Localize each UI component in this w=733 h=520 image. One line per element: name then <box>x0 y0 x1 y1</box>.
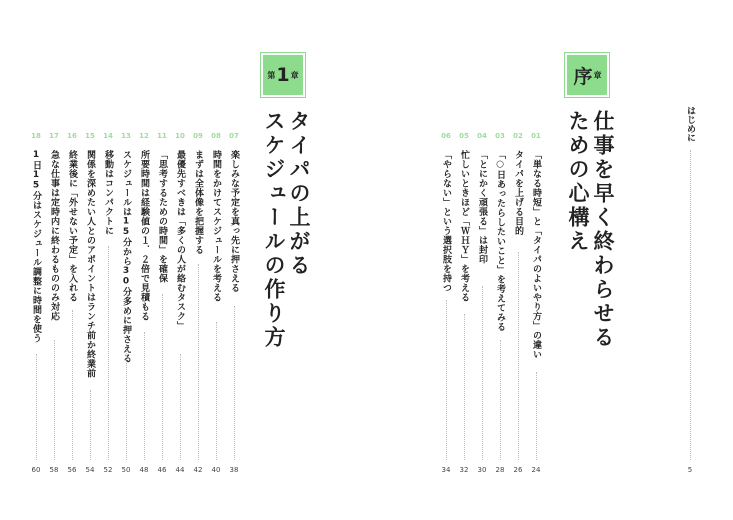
item-number: 13 <box>121 132 131 140</box>
item-leader <box>500 340 501 460</box>
prologue-title-line1: 仕事を早く終わらせる <box>591 110 615 350</box>
item-leader <box>90 390 91 460</box>
chapter1-badge <box>260 52 306 98</box>
intro-label[interactable]: はじめに <box>685 106 695 142</box>
item-title[interactable]: 最優先すべきは「多くの人が絡むタスク」 <box>175 150 185 331</box>
item-title[interactable]: 忙しいときほど「ＷＨＹ」を考える <box>459 150 469 302</box>
item-number: 06 <box>441 132 451 140</box>
chapter1-badge-prefix: 第 <box>267 70 276 80</box>
item-leader <box>464 314 465 460</box>
item-leader <box>54 340 55 460</box>
item-title[interactable]: 「○日あったらしたいこと」を考えてみる <box>495 150 505 332</box>
item-page: 58 <box>49 466 59 474</box>
chapter1-title-line1: タイパの上がる <box>287 110 311 278</box>
item-page: 32 <box>459 466 469 474</box>
item-number: 07 <box>229 132 239 140</box>
item-leader <box>446 300 447 460</box>
item-number: 03 <box>495 132 505 140</box>
prologue-badge <box>564 52 610 98</box>
item-leader <box>482 286 483 460</box>
item-leader <box>536 372 537 460</box>
item-page: 34 <box>441 466 451 474</box>
item-number: 14 <box>103 132 113 140</box>
item-title[interactable]: まずは全体像を把握する <box>193 150 203 255</box>
item-page: 42 <box>193 466 203 474</box>
item-page: 28 <box>495 466 505 474</box>
item-page: 24 <box>531 466 541 474</box>
item-leader <box>198 264 199 460</box>
item-page: 30 <box>477 466 487 474</box>
item-leader <box>162 294 163 460</box>
item-number: 12 <box>139 132 149 140</box>
item-number: 18 <box>31 132 41 140</box>
item-title[interactable]: 急な仕事は定時内に終わるもののみ対応 <box>49 150 59 321</box>
item-leader <box>518 252 519 460</box>
item-title[interactable]: 「思考するための時間」を確保 <box>157 150 167 283</box>
item-title[interactable]: 終業後に「外せない予定」を入れる <box>67 150 77 302</box>
item-number: 04 <box>477 132 487 140</box>
item-number: 11 <box>157 132 167 140</box>
item-page: 44 <box>175 466 185 474</box>
item-leader <box>216 322 217 460</box>
item-title[interactable]: 所要時間は経験値の１．２倍で見積もる <box>139 150 149 321</box>
item-page: 60 <box>31 466 41 474</box>
item-title[interactable]: 時間をかけてスケジュールを考える <box>211 150 221 302</box>
item-page: 46 <box>157 466 167 474</box>
item-title[interactable]: スケジュールは15分から30分多めに押さえる <box>121 150 131 363</box>
item-leader <box>72 310 73 460</box>
item-number: 16 <box>67 132 77 140</box>
item-title[interactable]: 関係を深めたい人とのアポイントはランチ前か終業前 <box>85 150 95 378</box>
item-page: 56 <box>67 466 77 474</box>
chapter1-badge-main: 1 <box>276 64 290 86</box>
item-title[interactable]: タイパを上げる目的 <box>513 150 523 236</box>
item-title[interactable]: 楽しみな予定を真っ先に押さえる <box>229 150 239 293</box>
item-number: 09 <box>193 132 203 140</box>
item-title[interactable]: 1日15分はスケジュール調整に時間を使う <box>31 150 41 343</box>
item-number: 15 <box>85 132 95 140</box>
item-page: 48 <box>139 466 149 474</box>
item-number: 08 <box>211 132 221 140</box>
item-page: 50 <box>121 466 131 474</box>
item-page: 54 <box>85 466 95 474</box>
item-leader <box>126 350 127 460</box>
item-number: 10 <box>175 132 185 140</box>
item-page: 52 <box>103 466 113 474</box>
item-leader <box>36 354 37 460</box>
item-number: 05 <box>459 132 469 140</box>
prologue-badge-suffix: 章 <box>593 70 602 80</box>
item-number: 02 <box>513 132 523 140</box>
item-number: 17 <box>49 132 59 140</box>
item-title[interactable]: 「単なる時短」と「タイパのよいやり方」の違い <box>531 150 541 359</box>
item-title[interactable]: 「やらない」という選択肢を持つ <box>441 150 451 293</box>
item-page: 40 <box>211 466 221 474</box>
intro-leader <box>690 150 691 460</box>
item-page: 26 <box>513 466 523 474</box>
prologue-badge-main: 序 <box>573 65 593 88</box>
item-leader <box>144 332 145 460</box>
item-title[interactable]: 「とにかく頑張る」は封印 <box>477 150 487 264</box>
prologue-title-line2: ための心構え <box>566 110 590 254</box>
intro-page: 5 <box>687 466 693 474</box>
item-leader <box>180 354 181 460</box>
item-leader <box>108 246 109 460</box>
item-page: 38 <box>229 466 239 474</box>
item-leader <box>234 306 235 460</box>
chapter1-badge-suffix: 章 <box>290 70 299 80</box>
chapter1-title-line2: スケジュールの作り方 <box>262 110 286 350</box>
item-number: 01 <box>531 132 541 140</box>
item-title[interactable]: 移動はコンパクトに <box>103 150 113 236</box>
